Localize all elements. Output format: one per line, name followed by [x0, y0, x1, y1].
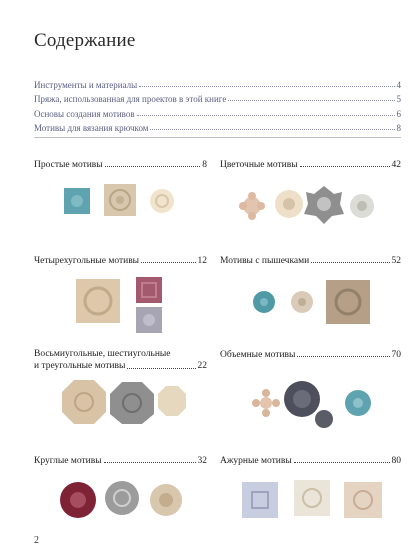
- section-page: 70: [391, 350, 401, 360]
- toc-row[interactable]: [34, 104, 401, 119]
- volume-motifs-image: [250, 373, 380, 431]
- section-picot-motifs[interactable]: [220, 256, 401, 266]
- section-label: Четырехугольные мотивы: [34, 256, 140, 266]
- section-page: 12: [197, 256, 207, 266]
- section-label: Цветочные мотивы: [220, 160, 298, 170]
- crochet-motif-swatch: [326, 280, 370, 324]
- lace-motifs-image: [240, 478, 390, 522]
- crochet-motif-swatch: [252, 389, 280, 417]
- toc-page: 5: [396, 94, 401, 105]
- section-leader: [300, 166, 390, 167]
- toc-label: Основы создания мотивов: [34, 108, 135, 119]
- section-label: Объемные мотивы: [220, 350, 296, 360]
- section-flower-motifs[interactable]: [220, 160, 401, 170]
- divider: [34, 137, 401, 138]
- section-page: 52: [391, 256, 401, 266]
- page-number: 2: [34, 535, 39, 546]
- toc-label: Инструменты и материалы: [34, 79, 138, 90]
- toc-page: 4: [396, 79, 401, 90]
- section-leader: [141, 262, 195, 263]
- section-leader: [104, 462, 196, 463]
- section-page: 32: [197, 456, 207, 466]
- simple-motifs-image: [60, 184, 190, 224]
- section-label: и треугольные мотивы: [34, 361, 126, 371]
- toc-page: 6: [396, 108, 401, 119]
- section-label: Простые мотивы: [34, 160, 103, 170]
- section-quad-motifs[interactable]: [34, 256, 207, 266]
- section-leader: [311, 262, 389, 263]
- crochet-motif-swatch: [110, 382, 154, 424]
- toc-label: Пряжа, использованная для проектов в этой книге: [34, 94, 227, 105]
- section-label: Ажурные мотивы: [220, 456, 292, 466]
- section-label: Мотивы с пышечками: [220, 256, 310, 266]
- picot-motifs-image: [246, 280, 376, 330]
- toc-page: 8: [396, 123, 401, 134]
- round-motifs-image: [58, 478, 190, 522]
- toc-leader: [228, 99, 394, 101]
- section-page: 42: [391, 160, 401, 170]
- section-leader: [297, 356, 389, 357]
- crochet-motif-swatch: [105, 481, 139, 515]
- section-leader: [294, 462, 390, 463]
- section-label: Круглые мотивы: [34, 456, 102, 466]
- section-leader: [105, 166, 201, 167]
- section-label: Восьмиугольные, шестиугольные: [34, 349, 171, 359]
- section-poly-motifs[interactable]: [34, 348, 207, 372]
- section-simple-motifs[interactable]: [34, 160, 207, 170]
- poly-motifs-image: [62, 378, 190, 424]
- toc-leader: [137, 114, 395, 116]
- flower-motifs-image: [232, 184, 382, 226]
- section-lace-motifs[interactable]: [220, 456, 401, 466]
- toc-leader: [139, 85, 394, 87]
- page-title: Содержание: [34, 30, 136, 51]
- crochet-motif-swatch: [150, 189, 174, 213]
- crochet-motif-swatch: [242, 482, 278, 518]
- crochet-motif-swatch: [253, 291, 275, 313]
- toc-row[interactable]: [34, 75, 401, 90]
- toc-list: [34, 75, 401, 133]
- crochet-motif-swatch: [304, 186, 344, 224]
- crochet-motif-swatch: [294, 480, 330, 516]
- section-page: 8: [202, 160, 207, 170]
- toc-row[interactable]: [34, 90, 401, 105]
- crochet-motif-swatch: [239, 192, 265, 220]
- section-round-motifs[interactable]: [34, 456, 207, 466]
- quad-motifs-image: [74, 275, 174, 335]
- section-leader: [127, 368, 195, 369]
- section-volume-motifs[interactable]: [220, 350, 401, 360]
- crochet-motif-swatch: [76, 279, 120, 323]
- toc-label: Мотивы для вязания крючком: [34, 123, 149, 134]
- toc-leader: [150, 128, 394, 130]
- crochet-motif-swatch: [136, 277, 162, 303]
- crochet-motif-swatch: [344, 482, 382, 518]
- section-page: 80: [391, 456, 401, 466]
- crochet-motif-swatch: [158, 386, 186, 416]
- section-page: 22: [197, 361, 207, 371]
- crochet-motif-swatch: [62, 380, 106, 424]
- toc-row[interactable]: [34, 119, 401, 134]
